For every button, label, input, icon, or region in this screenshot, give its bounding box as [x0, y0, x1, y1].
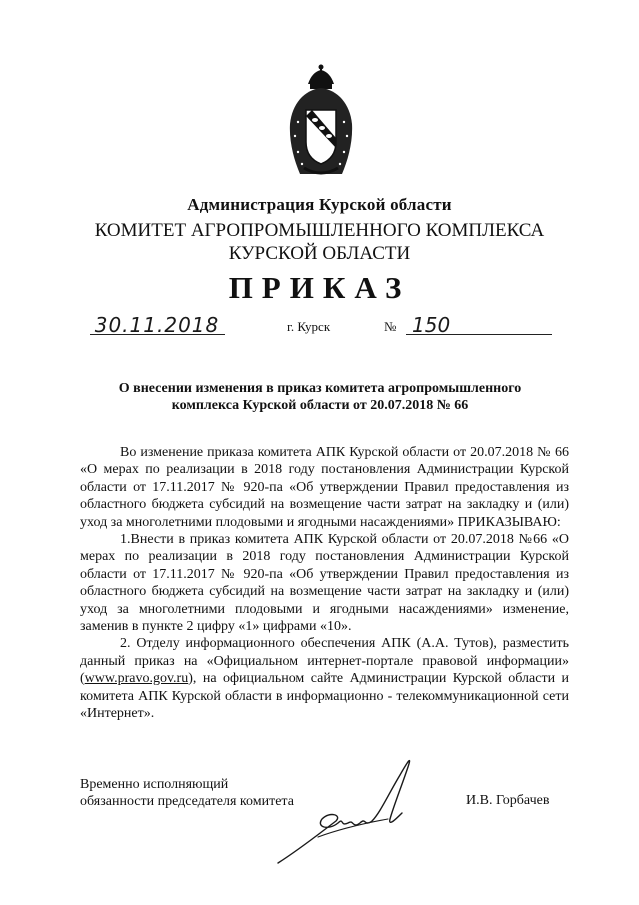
order-number: 150: [412, 313, 451, 337]
order-subject: [60, 380, 580, 414]
date-underline: [90, 334, 225, 335]
signatory-position-line1: Временно исполняющий: [80, 777, 229, 792]
order-subject-line1: О внесении изменения в приказ комитета агропромышленного: [118, 381, 522, 396]
item-2-text-after: ), на официальном сайте Администрации Курской области и комитета АПК Курской области в информационно - телекоммуникационной сети «Интернет».: [80, 671, 569, 722]
item-2-paragraph: [80, 635, 569, 722]
order-subject-line2: комплекса Курской области от 20.07.2018 № 66: [171, 398, 469, 413]
handwritten-signature-icon: [270, 745, 440, 875]
order-city: г. Курск: [287, 319, 331, 334]
document-type: ПРИКАЗ: [228, 270, 411, 305]
committee-title-line1: КОМИТЕТ АГРОПРОМЫШЛЕННОГО КОМПЛЕКСА: [94, 220, 545, 241]
committee-title-line2: КУРСКОЙ ОБЛАСТИ: [228, 243, 411, 264]
number-underline: [406, 334, 552, 335]
signatory-position-line2: обязанности председателя комитета: [80, 794, 294, 810]
number-sign: №: [384, 319, 397, 334]
order-date: 30.11.2018: [94, 313, 220, 337]
kursk-coat-of-arms-icon: [286, 64, 356, 184]
order-body: [80, 444, 569, 723]
item-2-text-before: 2. Отделу информационного обеспечения АПК (А.А. Тутов), разместить данный приказ на «Официальном интернет-портале правовой информации» (: [80, 636, 569, 687]
preamble-paragraph: Во изменение приказа комитета АПК Курской области от 20.07.2018 № 66 «О мерах по реализации в 2018 году постановления Администрации Курской области от 17.11.2017 № 920-па «Об утверждении Правил предоставления из областного бюджета субсидий на возмещение части затрат на закладку и (или) уход за многолетними плодовыми и ягодными насаждениями» ПРИКАЗЫВАЮ:: [80, 445, 569, 530]
administration-title: Администрация Курской области: [187, 195, 452, 214]
pravo-gov-link[interactable]: www.pravo.gov.ru: [84, 671, 189, 687]
signatory-name: И.В. Горбачев: [466, 793, 550, 808]
committee-title: [0, 219, 639, 265]
item-1-paragraph: 1.Внести в приказ комитета АПК Курской области от 20.07.2018 №66 «О мерах по реализации в 2018 году постановления Администрации Курской области от 17.11.2017 № 920-па «Об утверждении Правил предоставления из областного бюджета субсидий на возмещение части затрат на закладку и (или) уход за многолетними плодовыми и ягодными насаждениями» изменение, заменив в пункте 2 цифру «1» цифрами «10».: [80, 532, 569, 635]
signatory-position: [80, 776, 294, 811]
